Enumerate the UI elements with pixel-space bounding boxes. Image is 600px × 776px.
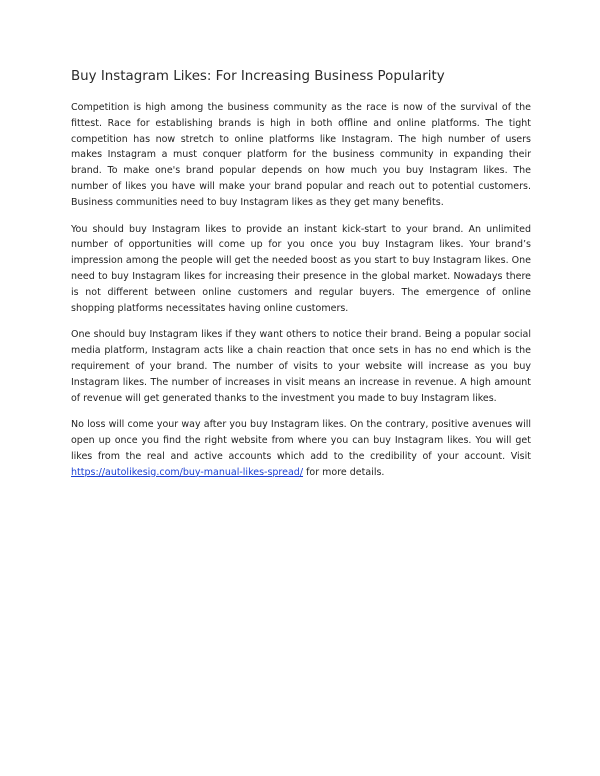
paragraph-4-text-before-link: No loss will come your way after you buy Instagram likes. On the contrary, positive avenues will open up once you find the right website from where you can buy Instagram likes. You will get likes from the real and active accounts which add to the credibility of your account. Visit	[71, 419, 531, 462]
paragraph-4	[71, 417, 531, 480]
document-title: Buy Instagram Likes: For Increasing Business Popularity	[71, 69, 445, 84]
paragraph-2: You should buy Instagram likes to provide an instant kick-start to your brand. An unlimited number of opportunities will come up for you once you buy Instagram likes. Your brand’s impression among the people will get the needed boost as you start to buy Instagram likes. One need to buy Instagram likes for increasing their presence in the global market. Nowadays there is not different between online customers and regular buyers. The emergence of online shopping platforms necessitates having online customers.	[71, 223, 531, 314]
document-body	[71, 68, 531, 492]
autolikesig-link[interactable]: https://autolikesig.com/buy-manual-likes-spread/	[71, 466, 304, 478]
paragraph-3: One should buy Instagram likes if they want others to notice their brand. Being a popular social media platform, Instagram acts like a chain reaction that once sets in has no end which is the requirement of your brand. The number of visits to your website will increase as you buy Instagram likes. The number of increases in visit means an increase in revenue. A high amount of revenue will get generated thanks to the investment you made to buy Instagram likes.	[71, 329, 531, 404]
paragraph-4-text-after-link: for more details.	[303, 466, 385, 478]
paragraph-1: Competition is high among the business community as the race is now of the survival of the fittest. Race for establishing brands is high in both offline and online platforms. The tight competition has now stretch to online platforms like Instagram. The high number of users makes Instagram a must conquer platform for the business community in expanding their brand. To make one's brand popular depends on how much you buy Instagram likes. The number of likes you have will make your brand popular and reach out to potential customers. Business communities need to buy Instagram likes as they get many benefits.	[71, 102, 531, 208]
